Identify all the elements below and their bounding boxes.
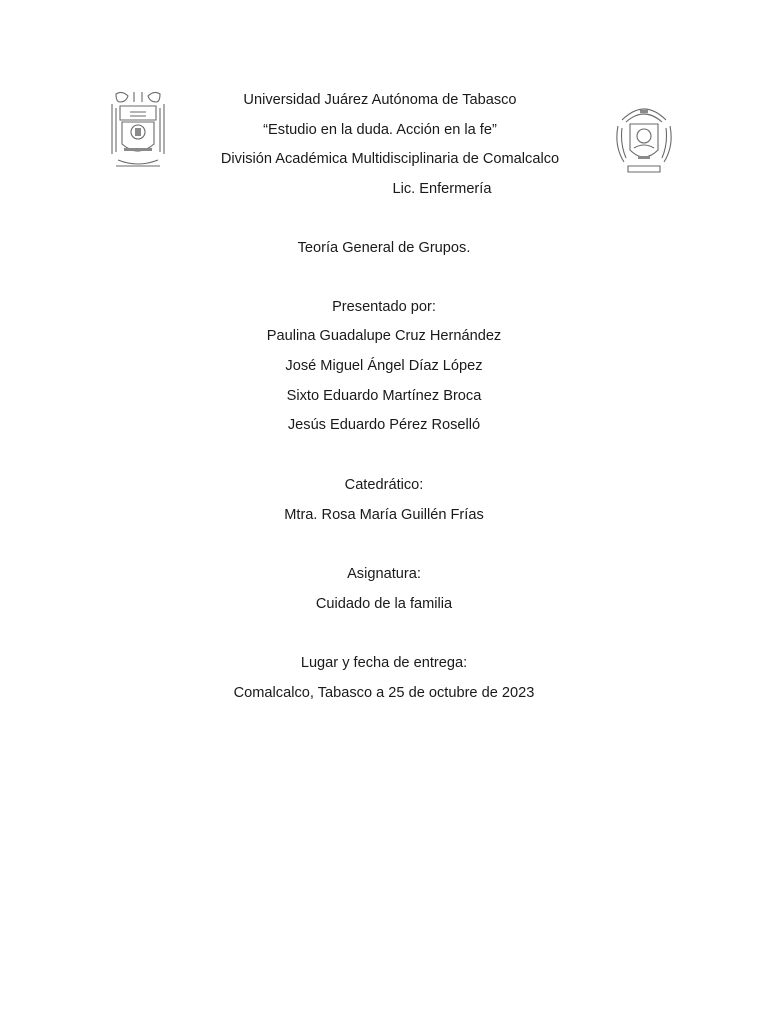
subject-name: Cuidado de la familia [315,596,453,612]
author-name: Sixto Eduardo Martínez Broca [286,388,482,404]
subject-label: Asignatura: [347,566,421,582]
delivery-label: Lugar y fecha de entrega: [300,655,468,671]
professor-name: Mtra. Rosa María Guillén Frías [284,507,484,523]
delivery-place-date: Comalcalco, Tabasco a 25 de octubre de 2023 [233,685,535,701]
author-name: José Miguel Ángel Díaz López [285,358,483,374]
professor-label: Catedrático: [344,477,424,493]
author-name: Jesús Eduardo Pérez Roselló [287,417,481,433]
university-name: Universidad Juárez Autónoma de Tabasco [243,92,517,108]
university-motto: “Estudio en la duda. Acción en la fe” [263,122,497,138]
program-name: Lic. Enfermería [392,181,492,197]
division-name: División Académica Multidisciplinaria de Comalcalco [220,151,560,167]
author-name: Paulina Guadalupe Cruz Hernández [266,328,502,344]
presented-by-label: Presentado por: [332,299,436,315]
document-title: Teoría General de Grupos. [297,240,471,256]
